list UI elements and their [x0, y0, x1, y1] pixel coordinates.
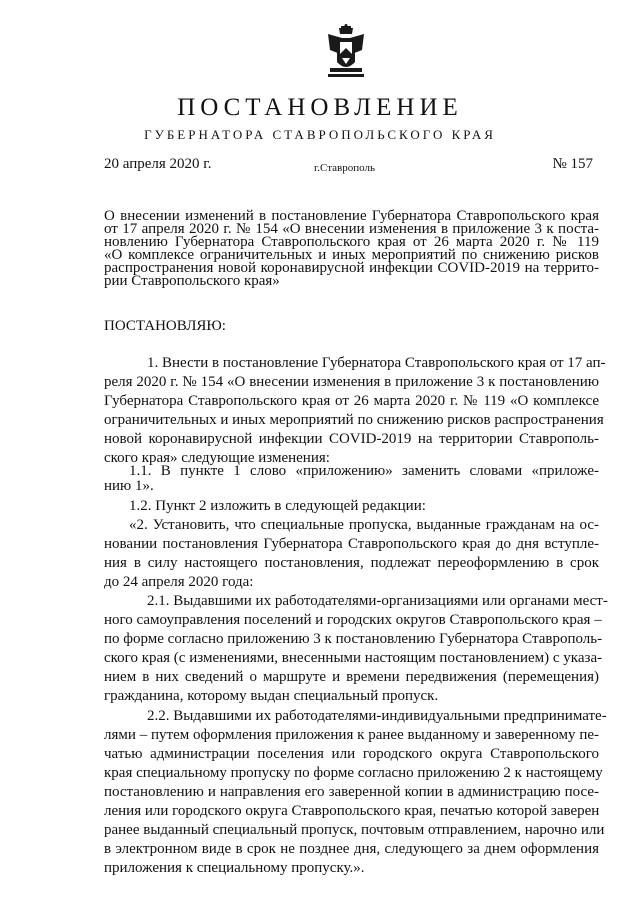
- body-line: ния в силу настоящего постановления, подлежат переоформлению в срок: [104, 555, 599, 571]
- body-line: по форме согласно приложению 3 к постановлению Губернатора Ставрополь-: [104, 631, 603, 647]
- subject-line: распространения новой коронавирусной инфекции COVID-2019 на террито-: [104, 260, 599, 276]
- body-line: ского края» следующие изменения:: [104, 450, 330, 466]
- body-line: ления или городского округа Ставропольского края, печатью которой заверен: [104, 803, 600, 819]
- body-line: ского края (с изменениями, внесенными настоящим постановлением) с указа-: [104, 650, 603, 666]
- body-line: Губернатора Ставропольского края от 26 марта 2020 г. № 119 «О комплексе: [104, 393, 599, 409]
- body-line: 2.2. Выдавшими их работодателями-индивидуальными предпринимате-: [147, 708, 607, 724]
- subject-line: от 17 апреля 2020 г. № 154 «О внесении изменения в приложение 3 к поста-: [104, 221, 599, 237]
- body-line: новой коронавирусной инфекции COVID-2019 на территории Ставрополь-: [104, 431, 599, 447]
- body-line: чатью администрации поселения или городского округа Ставропольского: [104, 746, 599, 762]
- subject-line: О внесении изменений в постановление Губернатора Ставропольского края: [104, 208, 599, 224]
- body-line: реля 2020 г. № 154 «О внесении изменения в приложение 3 к постановлению: [104, 374, 599, 390]
- subject-line: «О комплексе ограничительных и иных мероприятий по снижению рисков: [104, 247, 599, 263]
- body-line: ограничительных и иных мероприятий по снижению рисков распространения: [104, 412, 604, 428]
- body-line: 2.1. Выдавшими их работодателями-организациями или органами мест-: [147, 593, 608, 609]
- body-line: края специальному пропуску по форме согласно приложению 2 к настоящему: [104, 765, 603, 781]
- document-city: г.Ставрополь: [314, 162, 375, 174]
- body-line: новании постановления Губернатора Ставропольского края до дня вступле-: [104, 536, 599, 552]
- document-number: № 157: [552, 156, 593, 172]
- subject-line: рии Ставропольского края»: [104, 273, 280, 289]
- body-line: в электронном виде в срок не позднее дня, следующего за днем оформления: [104, 841, 599, 857]
- body-line: 1. Внести в постановление Губернатора Ставропольского края от 17 ап-: [147, 355, 606, 371]
- body-line: нием в них сведений о маршруте и времени передвижения (перемещения): [104, 669, 599, 685]
- body-line: ранее выданный специальный пропуск, почтовым отправлением, нарочно или: [104, 822, 605, 838]
- body-line: нию 1».: [104, 478, 154, 494]
- subject-line: новлению Губернатора Ставропольского края от 26 марта 2020 г. № 119: [104, 234, 599, 250]
- body-line: до 24 апреля 2020 года:: [104, 574, 254, 590]
- body-line: лями – путем оформления приложения к ранее выданному и заверенному пе-: [104, 727, 599, 743]
- body-line: гражданина, которому выдан специальный пропуск.: [104, 688, 439, 704]
- body-line: ного самоуправления поселений и городских округов Ставропольского края –: [104, 612, 602, 628]
- document-subtitle: ГУБЕРНАТОРА СТАВРОПОЛЬСКОГО КРАЯ: [144, 127, 496, 142]
- body-line: 1.1. В пункте 1 слово «приложению» заменить словами «приложе-: [129, 463, 599, 479]
- coat-of-arms-icon: [324, 24, 368, 80]
- body-line: приложения к специальному пропуску.».: [104, 860, 365, 876]
- document-date: 20 апреля 2020 г.: [104, 156, 212, 172]
- decree-word: ПОСТАНОВЛЯЮ:: [104, 318, 226, 334]
- body-line: постановлению и направления его заверенной копии в администрацию посе-: [104, 784, 599, 800]
- body-line: «2. Установить, что специальные пропуска, выданные гражданам на ос-: [129, 517, 599, 533]
- document-title: ПОСТАНОВЛЕНИЕ: [177, 94, 463, 121]
- body-line: 1.2. Пункт 2 изложить в следующей редакции:: [129, 498, 426, 514]
